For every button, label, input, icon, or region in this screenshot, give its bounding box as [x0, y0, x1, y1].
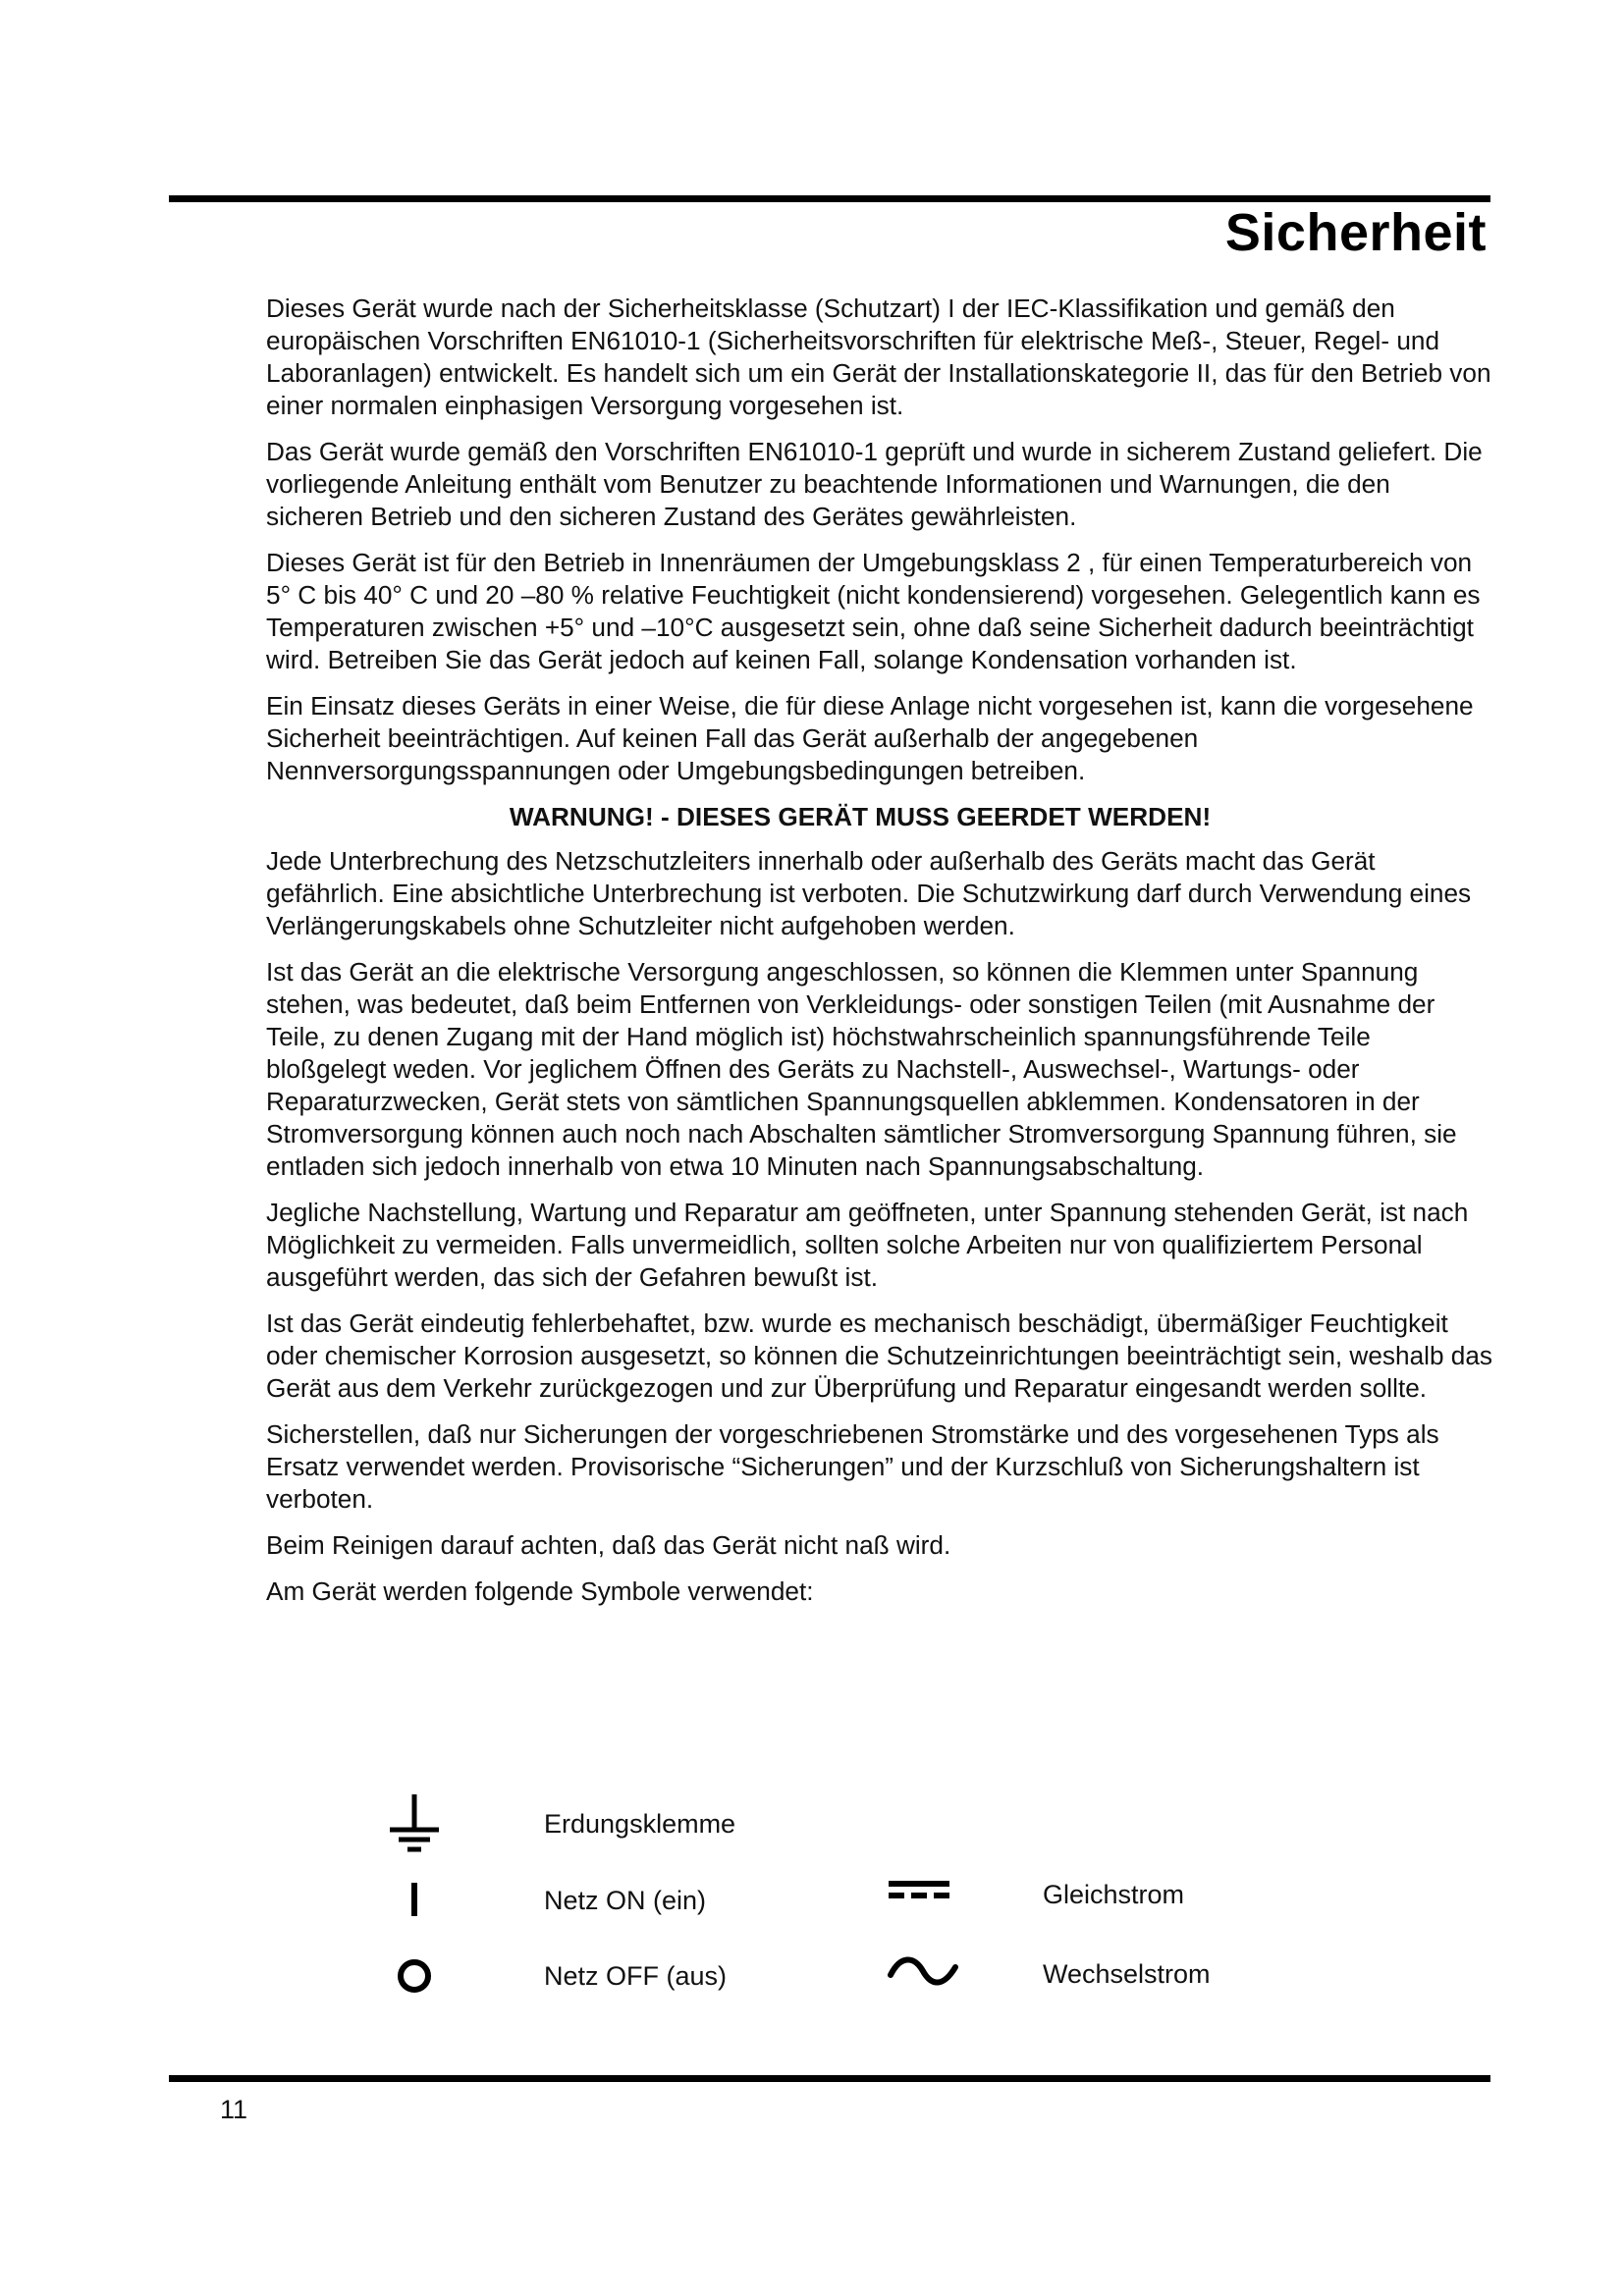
earth-ground-icon	[385, 1792, 444, 1855]
paragraph: Beim Reinigen darauf achten, daß das Gerät nicht naß wird.	[266, 1530, 951, 1560]
paragraph: Ein Einsatz dieses Geräts in einer Weise, die für diese Anlage nicht vorgesehen ist, kann die vorgesehene Sicherheit beeinträchtigen. Auf keinen Fall das Gerät außerhalb der angegebenen Nennversorgungsspannungen oder Umgebungsbedingungen betreiben.	[266, 691, 1474, 785]
paragraph: Jede Unterbrechung des Netzschutzleiters innerhalb oder außerhalb des Geräts macht das Gerät gefährlich. Eine absichtliche Unterbrechung ist verboten. Die Schutzwirkung darf durch Verwendung eines Verlängerungskabels ohne Schutzleiter nicht aufgehoben werden.	[266, 846, 1472, 940]
paragraph: Jegliche Nachstellung, Wartung und Reparatur am geöffneten, unter Spannung stehenden Gerät, ist nach Möglichkeit zu vermeiden. Falls unvermeidlich, sollten solche Arbeiten nur von qualifiziertem Personal ausgeführt werden, das sich der Gefahren bewußt ist.	[266, 1198, 1469, 1292]
symbol-label-dc: Gleichstrom	[1043, 1880, 1185, 1909]
header-rule	[169, 195, 1490, 202]
symbol-label-ac: Wechselstrom	[1043, 1959, 1211, 1989]
body-text	[266, 293, 1493, 1622]
paragraph: Am Gerät werden folgende Symbole verwendet:	[266, 1576, 814, 1606]
paragraph: Dieses Gerät ist für den Betrieb in Innenräumen der Umgebungsklass 2 , für einen Temperaturbereich von 5° C bis 40° C und 20 –80 % relative Feuchtigkeit (nicht kondensierend) vorgesehen. Gelegentlich kann es Temperaturen zwischen +5° und –10°C ausgesetzt sein, ohne daß seine Sicherheit dadurch beeinträchtigt wird. Betreiben Sie das Gerät jedoch auf keinen Fall, solange Kondensation vorhanden ist.	[266, 548, 1481, 674]
symbol-label-on: Netz ON (ein)	[544, 1886, 707, 1915]
symbol-label-earth: Erdungsklemme	[544, 1809, 736, 1839]
paragraph: Sicherstellen, daß nur Sicherungen der vorgeschriebenen Stromstärke und des vorgesehenen Typs als Ersatz verwendet werden. Provisorische “Sicherungen” und der Kurzschluß von Sicherungshaltern ist verboten.	[266, 1419, 1439, 1514]
page-number: 11	[220, 2095, 248, 2124]
paragraph: Dieses Gerät wurde nach der Sicherheitsklasse (Schutzart) I der IEC-Klassifikation und gemäß den europäischen Vorschriften EN61010-1 (Sicherheitsvorschriften für elektrische Meß-, Steuer, Regel- und Laboranlagen) entwickelt. Es handelt sich um ein Gerät der Installationskategorie II, das für den Betrieb von einer normalen einphasigen Versorgung vorgesehen ist.	[266, 294, 1491, 420]
symbol-label-off: Netz OFF (aus)	[544, 1961, 728, 1991]
footer-rule	[169, 2075, 1490, 2082]
paragraph: Ist das Gerät eindeutig fehlerbehaftet, bzw. wurde es mechanisch beschädigt, übermäßiger Feuchtigkeit oder chemischer Korrosion ausgesetzt, so können die Schutzeinrichtungen beeinträchtigt sein, weshalb das Gerät aus dem Verkehr zurückgezogen und zur Überprüfung und Reparatur eingesandt werden sollte.	[266, 1308, 1493, 1403]
alternating-current-icon	[887, 1953, 959, 1989]
paragraph: Das Gerät wurde gemäß den Vorschriften EN61010-1 geprüft und wurde in sicherem Zustand geliefert. Die vorliegende Anleitung enthält vom Benutzer zu beachtende Informationen und Warnungen, die den sicheren Betrieb und den sicheren Zustand des Gerätes gewährleisten.	[266, 437, 1483, 531]
power-on-icon	[405, 1880, 424, 1919]
paragraph: Ist das Gerät an die elektrische Versorgung angeschlossen, so können die Klemmen unter Spannung stehen, was bedeutet, daß beim Entfernen von Verkleidungs- oder sonstigen Teilen (mit Ausnahme der Teile, zu denen Zugang mit der Hand möglich ist) höchstwahrscheinlich spannungsführende Teile bloßgelegt weden. Vor jeglichem Öffnen des Geräts zu Nachstell-, Auswechsel-, Wartungs- oder Reparaturzwecken, Gerät stets von sämtlichen Spannungsquellen abklemmen. Kondensatoren in der Stromversorgung können auch noch nach Abschalten sämtlicher Stromversorgung Spannung führen, sie entladen sich jedoch innerhalb von etwa 10 Minuten nach Spannungsabschaltung.	[266, 957, 1457, 1181]
direct-current-icon	[887, 1877, 955, 1902]
power-off-icon	[394, 1955, 435, 1997]
warning-heading: WARNUNG! - DIESES GERÄT MUSS GEERDET WERDEN!	[509, 802, 1212, 831]
page-title: Sicherheit	[1224, 203, 1487, 262]
